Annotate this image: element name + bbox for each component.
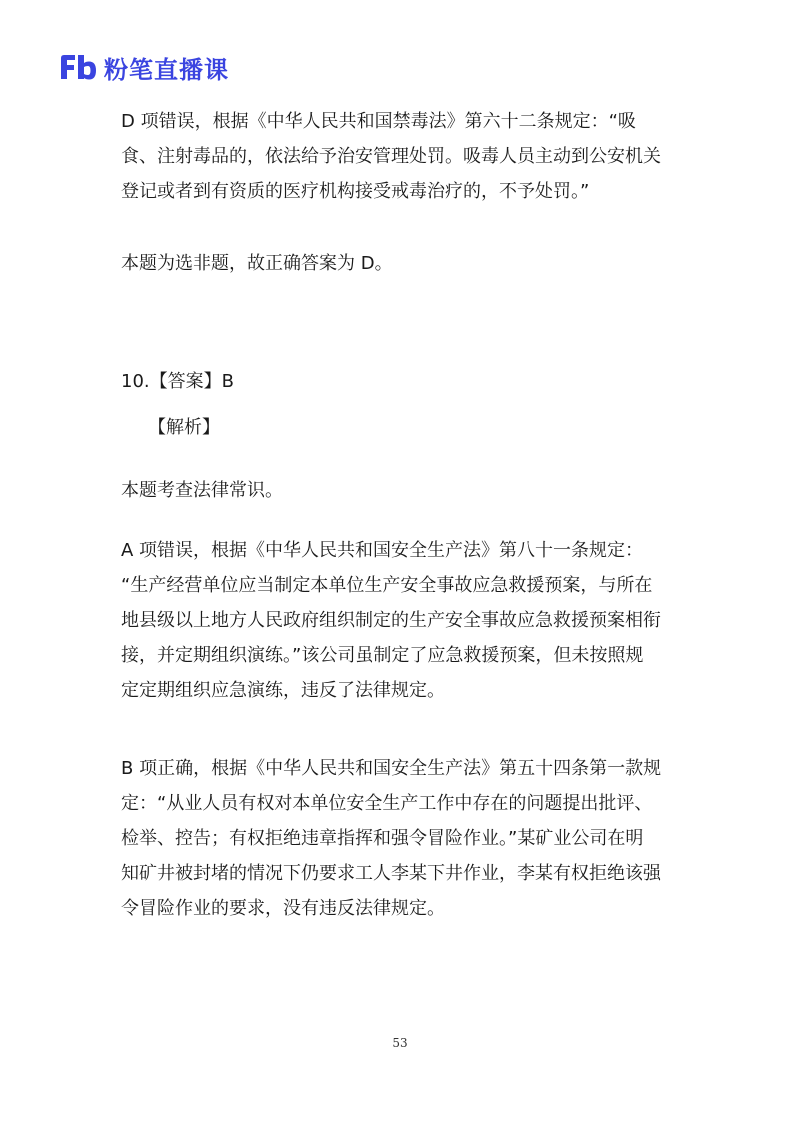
text-line: 食、注射毒品的，依法给予治安管理处罚。吸毒人员主动到公安机关 <box>121 146 661 167</box>
text-line: 登记或者到有资质的医疗机构接受戒毒治疗的，不予处罚。” <box>121 181 590 202</box>
text-line: 令冒险作业的要求，没有违反法律规定。 <box>121 898 445 919</box>
paragraph-option-b <box>121 751 681 926</box>
text-line: 定：“从业人员有权对本单位安全生产工作中存在的问题提出批评、 <box>121 793 653 814</box>
text-line: B 项正确，根据《中华人民共和国安全生产法》第五十四条第一款规 <box>121 758 662 779</box>
analysis-heading <box>148 416 708 440</box>
text-line: 定定期组织应急演练，违反了法律规定。 <box>121 680 445 701</box>
paragraph-option-d <box>121 104 681 209</box>
answer-heading <box>121 370 681 394</box>
paragraph-conclusion <box>121 252 681 276</box>
text-line: 【解析】 <box>148 417 220 438</box>
page-number: 53 <box>392 1036 408 1050</box>
brand-name: 粉笔直播课 <box>104 55 229 84</box>
text-line: A 项错误，根据《中华人民共和国安全生产法》第八十一条规定： <box>121 540 644 561</box>
brand-logo <box>58 50 229 84</box>
text-line: 10.【答案】B <box>121 371 234 392</box>
fb-logo-icon <box>58 52 98 82</box>
text-line: 知矿井被封堵的情况下仍要求工人李某下井作业，李某有权拒绝该强 <box>121 863 661 884</box>
text-line: 检举、控告；有权拒绝违章指挥和强令冒险作业。”某矿业公司在明 <box>121 828 644 849</box>
text-line: 本题考查法律常识。 <box>121 480 283 501</box>
text-line: 本题为选非题，故正确答案为 D。 <box>121 253 393 274</box>
text-line: 地县级以上地方人民政府组织制定的生产安全事故应急救援预案相衔 <box>121 610 661 631</box>
text-line: D 项错误，根据《中华人民共和国禁毒法》第六十二条规定：“吸 <box>121 111 636 132</box>
text-line: “生产经营单位应当制定本单位生产安全事故应急救援预案，与所在 <box>121 575 653 596</box>
paragraph-topic <box>121 479 681 503</box>
text-line: 接，并定期组织演练。”该公司虽制定了应急救援预案，但未按照规 <box>121 645 644 666</box>
paragraph-option-a <box>121 533 681 708</box>
